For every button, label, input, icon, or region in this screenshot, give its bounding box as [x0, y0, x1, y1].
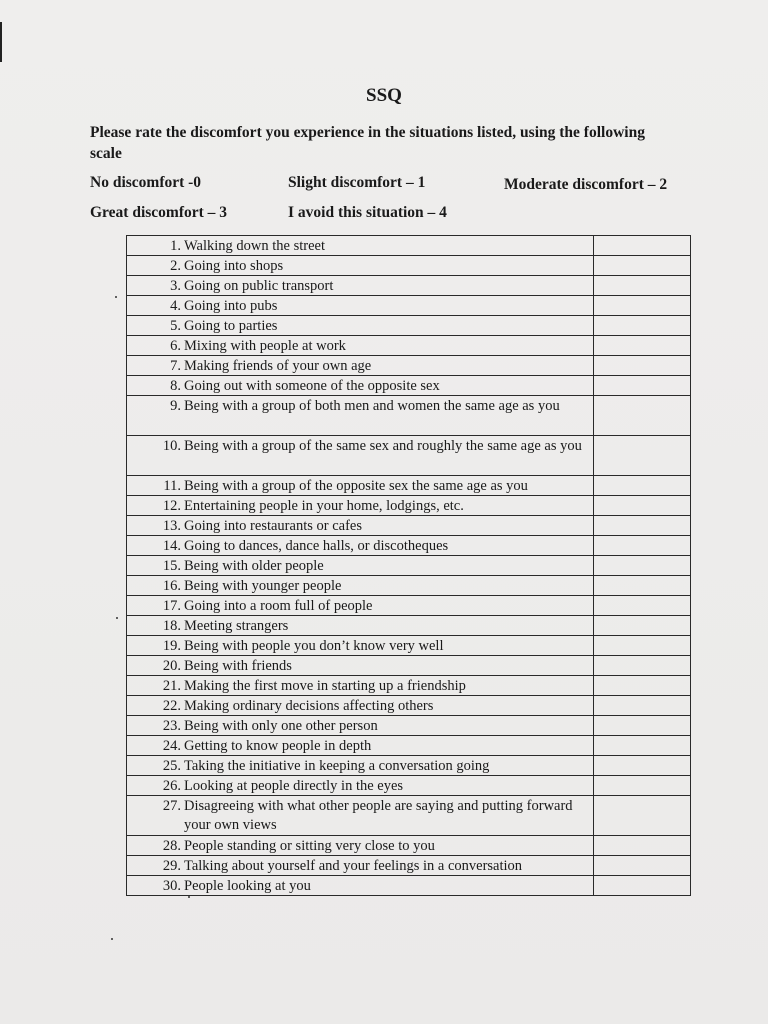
- item-text: Talking about yourself and your feelings in a conversation: [184, 858, 523, 874]
- situation-item: [127, 516, 593, 535]
- item-text: Getting to know people in depth: [184, 738, 372, 754]
- instructions-text: Please rate the discomfort you experience in the situations listed, using the following scale: [90, 124, 645, 162]
- situation-item: [127, 536, 593, 555]
- item-text: Looking at people directly in the eyes: [184, 778, 404, 794]
- item-number: 16.: [162, 578, 181, 594]
- item-text: Taking the initiative in keeping a conversation going: [184, 758, 490, 774]
- situation-item: [127, 676, 593, 695]
- item-number: 17.: [162, 598, 181, 614]
- situation-cell: [127, 516, 594, 536]
- rating-response-cell[interactable]: [594, 256, 691, 276]
- item-number: 6.: [170, 338, 181, 354]
- situation-item: [127, 616, 593, 635]
- table-row: [127, 836, 691, 856]
- item-number: 25.: [162, 758, 181, 774]
- table-row: [127, 576, 691, 596]
- item-text: Going into pubs: [184, 298, 278, 314]
- rating-response-cell[interactable]: [594, 536, 691, 556]
- rating-response-cell[interactable]: [594, 376, 691, 396]
- rating-response-cell[interactable]: [594, 436, 691, 476]
- item-number: 18.: [162, 618, 181, 634]
- rating-response-cell[interactable]: [594, 856, 691, 876]
- rating-response-cell[interactable]: [594, 476, 691, 496]
- table-row: [127, 796, 691, 836]
- scale-label-0: No discomfort -0: [90, 174, 202, 191]
- situation-item: [127, 256, 593, 275]
- situation-item: [127, 296, 593, 315]
- item-number: 22.: [162, 698, 181, 714]
- item-text: Going out with someone of the opposite sex: [184, 378, 440, 394]
- table-row: [127, 656, 691, 676]
- item-number: 4.: [170, 298, 181, 314]
- item-number: 21.: [162, 678, 181, 694]
- item-text: Going to dances, dance halls, or discotheques: [184, 538, 449, 554]
- item-number: 2.: [170, 258, 181, 274]
- situation-item: [127, 556, 593, 575]
- table-row: [127, 296, 691, 316]
- situation-cell: [127, 676, 594, 696]
- item-number: 12.: [162, 498, 181, 514]
- item-number: 24.: [162, 738, 181, 754]
- table-row: [127, 536, 691, 556]
- item-number: 26.: [162, 778, 181, 794]
- rating-response-cell[interactable]: [594, 756, 691, 776]
- item-number: 30.: [162, 878, 181, 894]
- rating-response-cell[interactable]: [594, 616, 691, 636]
- rating-response-cell[interactable]: [594, 676, 691, 696]
- situation-cell: [127, 856, 594, 876]
- rating-response-cell[interactable]: [594, 696, 691, 716]
- item-number: 1.: [170, 238, 181, 254]
- table-row: [127, 336, 691, 356]
- item-text: Making the first move in starting up a friendship: [184, 678, 466, 694]
- situation-item: [127, 636, 593, 655]
- item-number: 29.: [162, 858, 181, 874]
- item-text: Going into shops: [184, 258, 284, 274]
- rating-response-cell[interactable]: [594, 656, 691, 676]
- rating-response-cell[interactable]: [594, 796, 691, 836]
- item-text: Making friends of your own age: [184, 358, 372, 374]
- item-text: Entertaining people in your home, lodgings, etc.: [184, 498, 464, 514]
- item-number: 7.: [170, 358, 181, 374]
- item-number: 8.: [170, 378, 181, 394]
- rating-response-cell[interactable]: [594, 316, 691, 336]
- rating-response-cell[interactable]: [594, 836, 691, 856]
- item-text: Meeting strangers: [184, 618, 289, 634]
- rating-response-cell[interactable]: [594, 276, 691, 296]
- rating-response-cell[interactable]: [594, 576, 691, 596]
- table-row: [127, 616, 691, 636]
- rating-response-cell[interactable]: [594, 876, 691, 896]
- table-row: [127, 736, 691, 756]
- situation-item: [127, 436, 593, 456]
- situation-item: [127, 236, 593, 255]
- situation-cell: [127, 776, 594, 796]
- situation-item: [127, 496, 593, 515]
- situation-item: [127, 696, 593, 715]
- item-text: Going into a room full of people: [184, 598, 373, 614]
- situation-cell: [127, 376, 594, 396]
- scale-label-2: Moderate discomfort – 2: [504, 176, 668, 193]
- rating-response-cell[interactable]: [594, 736, 691, 756]
- item-text: Being with older people: [184, 558, 324, 574]
- item-number: 19.: [162, 638, 181, 654]
- table-row: [127, 756, 691, 776]
- item-number: 11.: [163, 478, 181, 494]
- item-text: Being with only one other person: [184, 718, 378, 734]
- item-number: 28.: [162, 838, 181, 854]
- situation-item: [127, 316, 593, 335]
- rating-response-cell[interactable]: [594, 716, 691, 736]
- situation-item: [127, 356, 593, 375]
- item-number: 15.: [162, 558, 181, 574]
- situation-cell: [127, 276, 594, 296]
- situation-cell: [127, 616, 594, 636]
- situation-cell: [127, 496, 594, 516]
- rating-response-cell[interactable]: [594, 556, 691, 576]
- item-text: Being with a group of the same sex and roughly the same age as you: [184, 438, 582, 454]
- scan-speck: [115, 296, 117, 298]
- table-row: [127, 396, 691, 436]
- situation-item: [127, 276, 593, 295]
- item-text: Going to parties: [184, 318, 278, 334]
- table-row: [127, 596, 691, 616]
- rating-response-cell[interactable]: [594, 336, 691, 356]
- situation-cell: [127, 236, 594, 256]
- situation-item: [127, 476, 593, 495]
- scale-label-1: Slight discomfort – 1: [288, 174, 426, 191]
- item-number: 13.: [162, 518, 181, 534]
- situation-cell: [127, 476, 594, 496]
- scan-edge-mark: [0, 22, 2, 62]
- table-row: [127, 436, 691, 476]
- table-row: [127, 556, 691, 576]
- situation-cell: [127, 536, 594, 556]
- table-row: [127, 316, 691, 336]
- item-text: Being with a group of the opposite sex the same age as you: [184, 478, 528, 494]
- situation-item: [127, 396, 593, 416]
- situation-cell: [127, 796, 594, 836]
- table-row: [127, 236, 691, 256]
- situation-item: [127, 876, 593, 895]
- situation-cell: [127, 736, 594, 756]
- situation-cell: [127, 436, 594, 476]
- table-row: [127, 256, 691, 276]
- item-text: People looking at you: [184, 878, 311, 894]
- situation-cell: [127, 336, 594, 356]
- item-text: Walking down the street: [184, 238, 325, 254]
- situation-cell: [127, 576, 594, 596]
- item-text: Going into restaurants or cafes: [184, 518, 362, 534]
- table-row: [127, 876, 691, 896]
- rating-response-cell[interactable]: [594, 296, 691, 316]
- situation-cell: [127, 636, 594, 656]
- situation-cell: [127, 696, 594, 716]
- scan-speck: [116, 617, 118, 619]
- table-row: [127, 636, 691, 656]
- situation-cell: [127, 556, 594, 576]
- situation-item: [127, 836, 593, 855]
- situation-item: [127, 736, 593, 755]
- form-title: SSQ: [366, 85, 402, 106]
- situation-item: [127, 576, 593, 595]
- item-number: 10.: [162, 438, 181, 454]
- item-number: 5.: [170, 318, 181, 334]
- situation-cell: [127, 836, 594, 856]
- situation-cell: [127, 656, 594, 676]
- item-number: 14.: [162, 538, 181, 554]
- situation-cell: [127, 876, 594, 896]
- rating-response-cell[interactable]: [594, 356, 691, 376]
- rating-response-cell[interactable]: [594, 516, 691, 536]
- item-text: Disagreeing with what other people are saying and putting forward your own views: [184, 798, 573, 833]
- table-row: [127, 856, 691, 876]
- rating-response-cell[interactable]: [594, 636, 691, 656]
- table-row: [127, 516, 691, 536]
- item-text: Going on public transport: [184, 278, 334, 294]
- rating-response-cell[interactable]: [594, 776, 691, 796]
- rating-response-cell[interactable]: [594, 496, 691, 516]
- situation-cell: [127, 756, 594, 776]
- situation-item: [127, 656, 593, 675]
- table-row: [127, 696, 691, 716]
- rating-response-cell[interactable]: [594, 596, 691, 616]
- table-row: [127, 276, 691, 296]
- item-text: Being with people you don’t know very well: [184, 638, 444, 654]
- table-row: [127, 716, 691, 736]
- item-text: Being with friends: [184, 658, 292, 674]
- situation-item: [127, 776, 593, 795]
- item-number: 23.: [162, 718, 181, 734]
- situation-item: [127, 856, 593, 875]
- situations-table: [126, 235, 691, 896]
- table-row: [127, 496, 691, 516]
- situation-cell: [127, 396, 594, 436]
- table-row: [127, 356, 691, 376]
- item-number: 20.: [162, 658, 181, 674]
- scan-speck: [111, 938, 113, 940]
- situation-item: [127, 796, 593, 834]
- item-text: Being with younger people: [184, 578, 342, 594]
- item-number: 27.: [162, 798, 181, 814]
- table-row: [127, 376, 691, 396]
- scan-speck: [188, 896, 190, 898]
- situation-item: [127, 756, 593, 775]
- situation-item: [127, 376, 593, 395]
- item-text: Being with a group of both men and women the same age as you: [184, 398, 560, 414]
- situation-cell: [127, 356, 594, 376]
- situation-item: [127, 596, 593, 615]
- scale-label-3: Great discomfort – 3: [90, 204, 228, 221]
- situation-cell: [127, 256, 594, 276]
- scale-label-4: I avoid this situation – 4: [288, 204, 447, 221]
- situation-cell: [127, 316, 594, 336]
- table-row: [127, 776, 691, 796]
- rating-response-cell[interactable]: [594, 396, 691, 436]
- situation-cell: [127, 596, 594, 616]
- item-text: Mixing with people at work: [184, 338, 346, 354]
- situation-item: [127, 336, 593, 355]
- table-row: [127, 476, 691, 496]
- table-row: [127, 676, 691, 696]
- item-text: Making ordinary decisions affecting others: [184, 698, 434, 714]
- item-number: 9.: [170, 398, 181, 414]
- rating-response-cell[interactable]: [594, 236, 691, 256]
- situation-item: [127, 716, 593, 735]
- situation-cell: [127, 716, 594, 736]
- item-number: 3.: [170, 278, 181, 294]
- item-text: People standing or sitting very close to you: [184, 838, 435, 854]
- situation-cell: [127, 296, 594, 316]
